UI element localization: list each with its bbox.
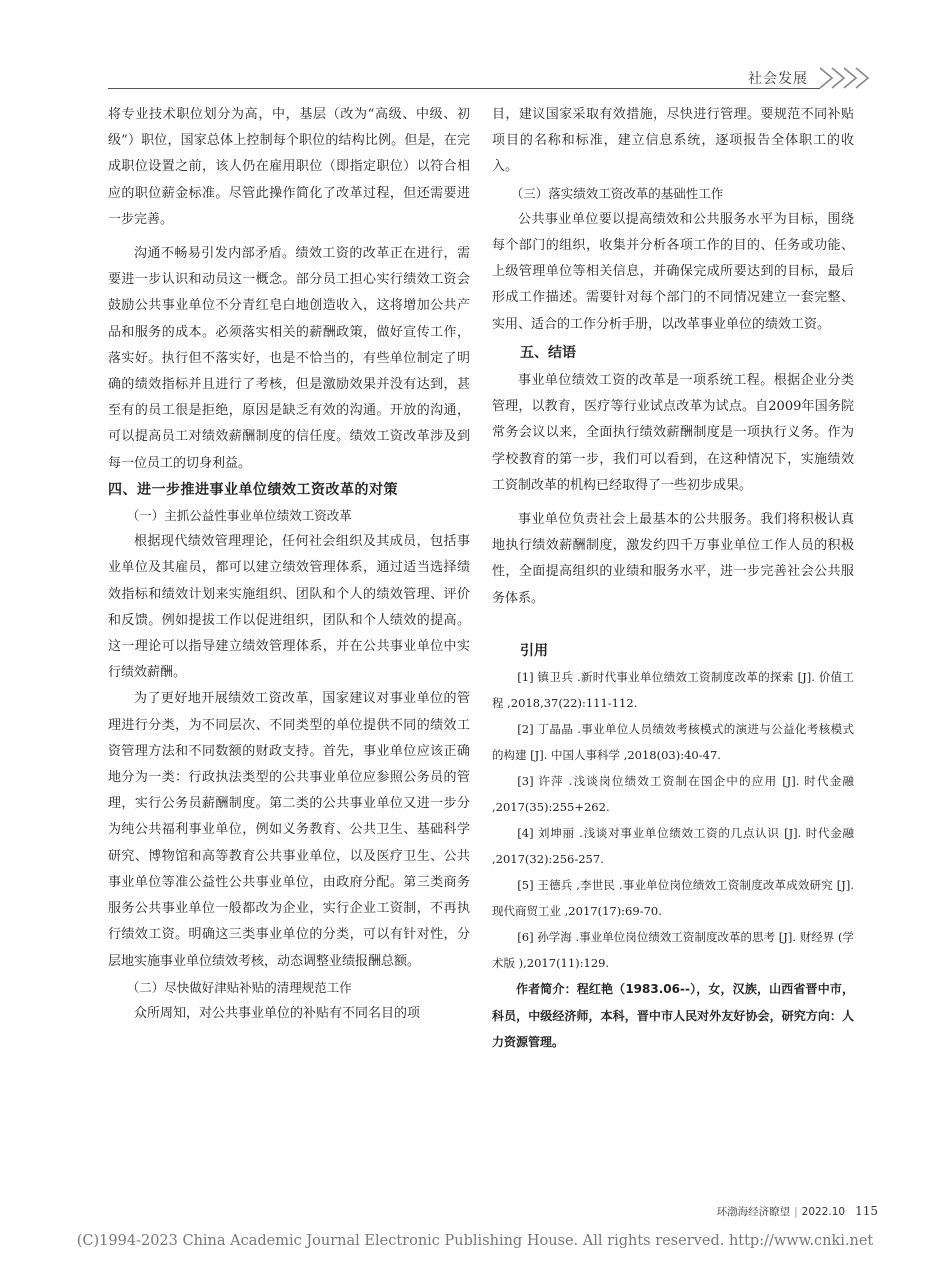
header-rule <box>108 88 820 89</box>
paragraph: 公共事业单位要以提高绩效和公共服务水平为目标，围绕每个部门的组织，收集并分析各项工作的目的、任务或功能、上级管理单位等相关信息，并确保完成所要达到的目标，最后形成工作描述。需要针对每个部门的不同情况建立一套完整、实用、适合的工作分析手册，以改革事业单位的绩效工资。 <box>492 211 854 332</box>
journal-name: 环渤海经济瞭望 <box>716 1206 791 1218</box>
subsection-heading: （二）尽快做好津贴补贴的清理规范工作 <box>126 979 352 995</box>
author-bio: 作者简介：程红艳（1983.06--），女，汉族，山西省晋中市，科员，中级经济师，本科，晋中市人民对外友好协会，研究方向：人力资源管理。 <box>492 982 854 1050</box>
reference-item: [5] 王德兵 ,李世民 .事业单位岗位绩效工资制度改革成效研究 [J]. 现代商贸工业 ,2017(17):69-70. <box>492 878 854 919</box>
references-heading: 引用 <box>520 642 548 659</box>
left-column <box>108 102 470 1027</box>
paragraph: 将专业技术职位划分为高，中，基层（改为“高级、中级、初级”）职位，国家总体上控制每个职位的结构比例。但是，在完成职位设置之前，该人仍在雇用职位（即指定职位）以符合相应的职位薪金标准。尽管此操作简化了改革过程，但还需要进一步完善。 <box>108 107 470 227</box>
copyright-notice: (C)1994-2023 China Academic Journal Electronic Publishing House. All rights reserved. http://www.cnki.net <box>76 1233 874 1249</box>
reference-item: [4] 刘坤丽 .浅谈对事业单位绩效工资的几点认识 [J]. 时代金融 ,2017(32):256-257. <box>492 826 854 867</box>
paragraph: 事业单位绩效工资的改革是一项系统工程。根据企业分类管理，以教育，医疗等行业试点改革为试点。自2009年国务院常务会议以来，全面执行绩效薪酬制度是一项执行义务。作为学校教育的第一步，我们可以看到，在这种情况下，实施绩效工资制改革的机构已经取得了一些初步成果。 <box>492 373 854 493</box>
paragraph: 众所周知，对公共事业单位的补贴有不同名目的项 <box>134 1005 421 1021</box>
subsection-heading: （三）落实绩效工资改革的基础性工作 <box>510 185 724 201</box>
issue-number: 2022.10 <box>801 1206 846 1218</box>
paragraph: 根据现代绩效管理理论，任何社会组织及其成员，包括事业单位及其雇员，都可以建立绩效管理体系，通过适当选择绩效指标和绩效计划来实施组织、团队和个人的绩效管理、评价和反馈。例如提拔工作以促进组织，团队和个人绩效的提高。这一理论可以指导建立绩效管理体系，并在公共事业单位中实行绩效薪酬。 <box>108 534 470 681</box>
page-number: 115 <box>855 1204 878 1218</box>
paragraph: 目，建议国家采取有效措施，尽快进行管理。要规范不同补贴项目的名称和标准，建立信息系统，逐项报告全体职工的收入。 <box>492 107 854 175</box>
reference-item: [2] 丁晶晶 .事业单位人员绩效考核模式的演进与公益化考核模式的构建 [J]. 中国人事科学 ,2018(03):40-47. <box>492 722 854 763</box>
paragraph: 沟通不畅易引发内部矛盾。绩效工资的改革正在进行，需要进一步认识和动员这一概念。部分员工担心实行绩效工资会鼓励公共事业单位不分青红皂白地创造收入，这将增加公共产品和服务的成本。必须落实相关的薪酬政策，做好宣传工作，落实好。执行但不落实好，也是不恰当的，有些单位制定了明确的绩效指标并且进行了考核，但是激励效果并没有达到，甚至有的员工很是拒绝，原因是缺乏有效的沟通。开放的沟通，可以提高员工对绩效薪酬制度的信任度。绩效工资改革涉及到每一位员工的切身利益。 <box>108 246 470 471</box>
chevrons-icon <box>818 64 882 92</box>
section-heading: 五、结语 <box>520 344 576 361</box>
section-title: 社会发展 <box>748 71 808 87</box>
page-footer: 环渤海经济瞭望 | 2022.10 115 <box>716 1204 878 1218</box>
section-heading: 四、进一步推进事业单位绩效工资改革的对策 <box>108 481 398 498</box>
reference-item: [6] 孙学海 .事业单位岗位绩效工资制度改革的思考 [J]. 财经界 (学术版 ),2017(11):129. <box>492 930 854 971</box>
paragraph: 事业单位负责社会上最基本的公共服务。我们将积极认真地执行绩效薪酬制度，激发约四千万事业单位工作人员的积极性，全面提高组织的业绩和服务水平，进一步完善社会公共服务体系。 <box>492 512 854 606</box>
right-column <box>492 102 854 1056</box>
paragraph: 为了更好地开展绩效工资改革，国家建议对事业单位的管理进行分类，为不同层次、不同类型的单位提供不同的绩效工资管理方法和不同数额的财政支持。首先，事业单位应该正确地分为一类：行政执法类型的公共事业单位应参照公务员的管理，实行公务员薪酬制度。第二类的公共事业单位又进一步分为纯公共福利事业单位，例如义务教育、公共卫生、基础科学研究、博物馆和高等教育公共事业单位，以及医疗卫生、公共事业单位等准公益性公共事业单位，由政府分配。第三类商务服务公共事业单位一般都改为企业，实行企业工资制，不再执行绩效工资。明确这三类事业单位的分类，可以有针对性，分层地实施事业单位绩效考核，动态调整业绩报酬总额。 <box>108 691 470 969</box>
reference-item: [1] 镇卫兵 .新时代事业单位绩效工资制度改革的探索 [J]. 价值工程 ,2018,37(22):111-112. <box>492 670 854 711</box>
subsection-heading: （一）主抓公益性事业单位绩效工资改革 <box>126 508 352 524</box>
reference-item: [3] 许萍 .浅谈岗位绩效工资制在国企中的应用 [J]. 时代金融 ,2017(35):255+262. <box>492 774 854 815</box>
